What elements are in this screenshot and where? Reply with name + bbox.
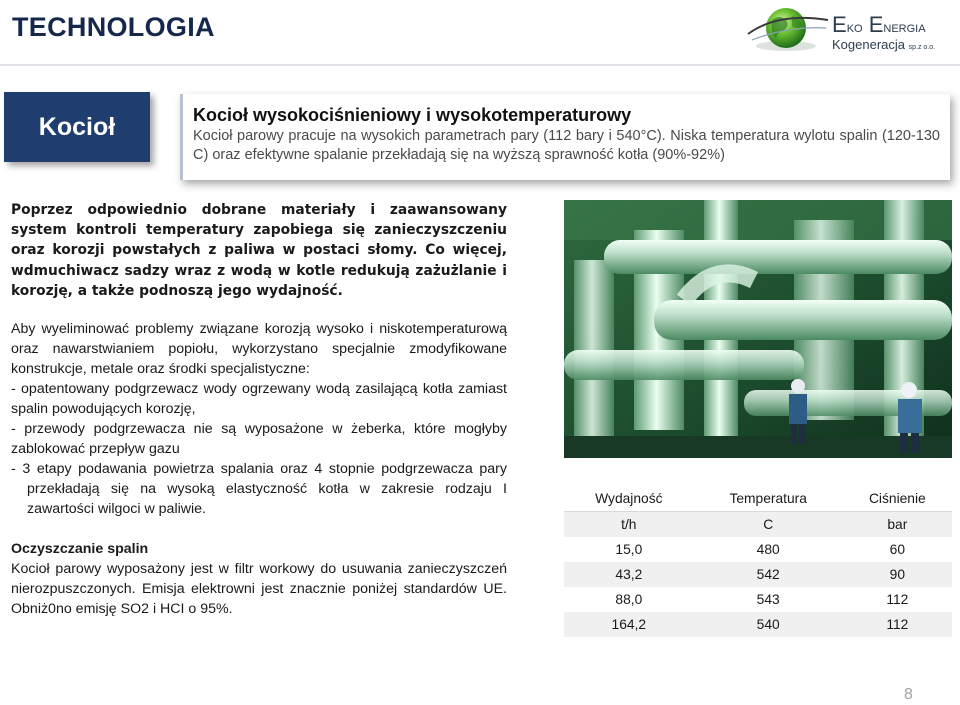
table-row	[564, 562, 952, 587]
slide-title: TECHNOLOGIA	[12, 12, 215, 42]
table-cell: 112	[886, 592, 909, 607]
table-row	[564, 612, 952, 637]
table-cell: 88,0	[615, 592, 643, 607]
callout-text: Kocioł parowy pracuje na wysokich parametrach pary (112 bary i 540°C). Niska temperatura wylotu spalin (120-130 C) oraz efektywne spalanie przekładają się na wyższą sprawność kotła (90%-92%)	[193, 128, 940, 163]
column-header: Temperatura	[694, 486, 843, 512]
unit-cell: t/h	[621, 517, 637, 532]
list-item: - 3 etapy podawania powietrza spalania oraz 4 stopnie podgrzewacza pary przekładają się na wysoką elastyczność kotła w zakresie rodzaju I zawartości wilgoci w paliwie.	[11, 461, 507, 517]
globe-icon	[742, 4, 832, 58]
logo-ko: KO	[846, 23, 863, 35]
body-text	[11, 319, 507, 619]
header-divider	[0, 64, 960, 66]
table-cell: 540	[756, 617, 780, 632]
flue-gas-paragraph: Kocioł parowy wyposażony jest w filtr workowy do usuwania zanieczyszczeń nierozpuszczonych. Emisja elektrowni jest znacznie poniżej standardów UE. Obniż0no emisję SO2 i HCI o 95%.	[11, 561, 507, 617]
table-cell: 164,2	[611, 617, 647, 632]
boiler-parameters-table	[564, 486, 952, 637]
logo-kogeneracja: Kogeneracja	[832, 37, 905, 52]
table-cell: 43,2	[615, 567, 643, 582]
table-cell: 112	[886, 617, 909, 632]
logo-letter-e2: E	[868, 12, 884, 37]
table-cell: 542	[756, 567, 780, 582]
logo-nergia: NERGIA	[883, 23, 926, 35]
list-item: - przewody podgrzewacza nie są wyposażone w żeberka, które mogłyby zablokować przepływ gazu	[11, 421, 507, 457]
table-cell: 90	[889, 567, 906, 582]
table-cell: 480	[756, 542, 780, 557]
intro-paragraph: Aby wyeliminować problemy związane korozją wysoko i niskotemperaturową oraz nawarstwianiem popiołu, wykorzystano specjalnie zmodyfikowane konstrukcje, metale oraz środki specjalistyczne:	[11, 321, 507, 377]
table-row	[564, 587, 952, 612]
unit-cell: bar	[887, 517, 908, 532]
unit-cell: C	[763, 517, 774, 532]
page-number: 8	[904, 686, 913, 703]
units-row	[564, 512, 952, 538]
column-header: Ciśnienie	[843, 486, 952, 512]
corrosion-paragraph: Poprzez odpowiednio dobrane materiały i zaawansowany system kontroli temperatury zapobiega się zanieczyszczeniu oraz korozji powstałych z paliwa w postaci słomy. Co więcej, wdmuchiwacz sadzy wraz z wodą w kotle redukują zażużlanie i korozję, a także podnoszą jego wydajność.	[11, 202, 507, 299]
table-cell: 60	[889, 542, 906, 557]
flue-gas-heading: Oczyszczanie spalin	[11, 541, 149, 557]
boiler-callout	[180, 94, 950, 180]
table-cell: 15,0	[615, 542, 643, 557]
company-logo	[742, 4, 942, 58]
column-header: Wydajność	[564, 486, 694, 512]
list-item: - opatentowany podgrzewacz wody ogrzewany wodą zasilającą kotła zamiast spalin powodujących korozję,	[11, 381, 507, 417]
callout-title: Kocioł wysokociśnieniowy i wysokotemperaturowy	[193, 105, 632, 125]
logo-letter-e: E	[832, 12, 847, 37]
table-cell: 543	[756, 592, 780, 607]
logo-suffix: sp.z o.o.	[908, 44, 936, 51]
section-tag: Kocioł	[4, 92, 150, 162]
table-row	[564, 537, 952, 562]
boiler-plant-photo	[564, 200, 952, 458]
